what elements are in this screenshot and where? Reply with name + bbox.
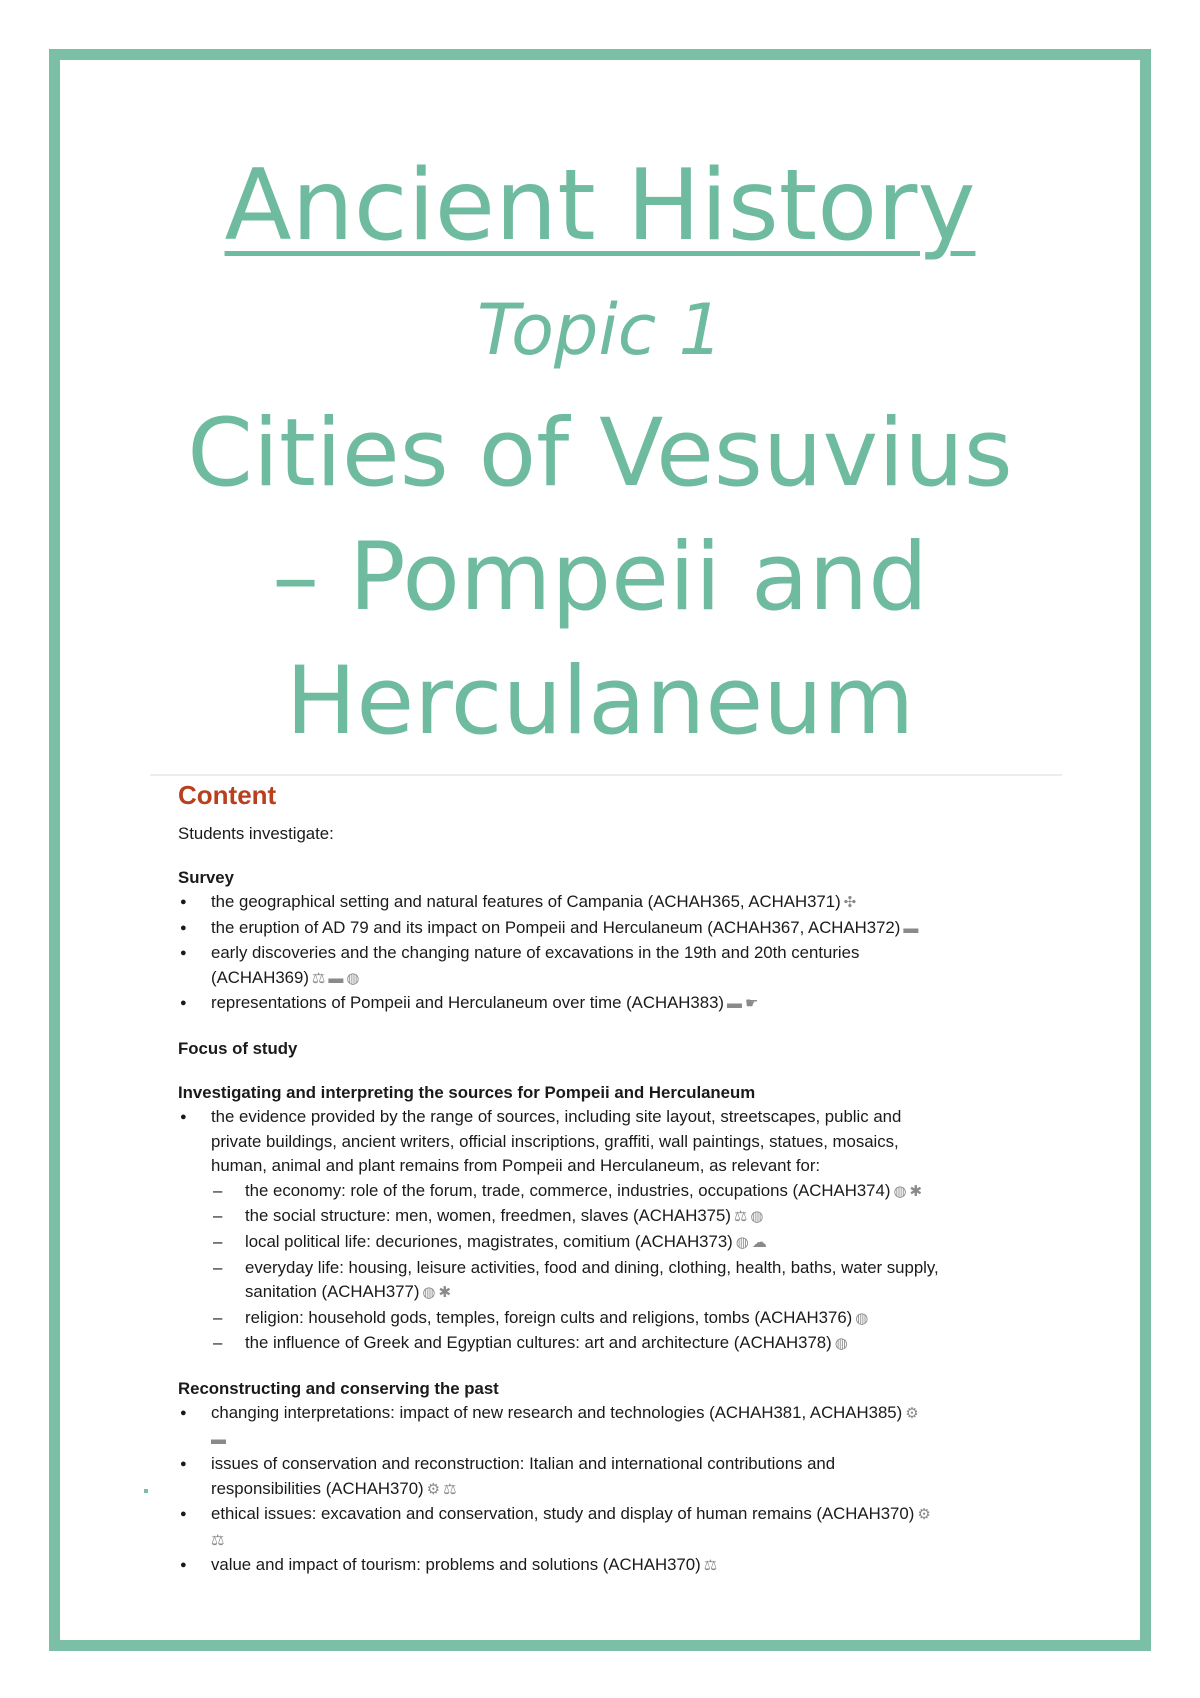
- list-item: ● ethical issues: excavation and conservation, study and display of human remains (ACHAH370) ⚙ ⚖: [178, 1502, 1038, 1553]
- investigating-list: [178, 1105, 1038, 1357]
- list-item: ● the evidence provided by the range of sources, including site layout, streetscapes, public and private buildings, ancient writers, official inscriptions, graffiti, wall paintings, statues, mosaics, human, animal and plant remains from Pompeii and Herculaneum, as relevant for:: [178, 1105, 1038, 1179]
- laptop-icon: ▬: [328, 969, 344, 987]
- globe-icon: ◍: [834, 1335, 848, 1353]
- margin-dot: [144, 1489, 148, 1493]
- list-item: ● the geographical setting and natural features of Campania (ACHAH365, ACHAH371) ✣: [178, 890, 1038, 916]
- handshake-icon: ☛: [745, 995, 759, 1013]
- focus-heading: Focus of study: [178, 1038, 298, 1058]
- globe-icon: ◍: [855, 1309, 869, 1327]
- subtitle-line: Cities of Vesuvius: [187, 399, 1013, 508]
- content-section: [178, 776, 1038, 1579]
- gears-icon: ⚙: [917, 1506, 931, 1524]
- gears-icon: ⚙: [905, 1404, 919, 1422]
- sub-list-item: – the economy: role of the forum, trade, commerce, industries, occupations (ACHAH374) ◍ ✱: [178, 1179, 1038, 1205]
- asterisk-icon: ✱: [909, 1182, 923, 1200]
- laptop-icon: ▬: [903, 919, 919, 937]
- list-item: ● representations of Pompeii and Herculaneum over time (ACHAH383) ▬ ☛: [178, 991, 1038, 1017]
- globe-icon: ◍: [750, 1208, 764, 1226]
- list-item: ● changing interpretations: impact of new research and technologies (ACHAH381, ACHAH385) ⚙ ▬: [178, 1401, 1038, 1452]
- topic-label: Topic 1: [476, 289, 724, 371]
- list-item: ● early discoveries and the changing nature of excavations in the 19th and 20th centuries (ACHAH369) ⚖ ▬ ◍: [178, 941, 1038, 991]
- speech-icon: ☁: [751, 1233, 767, 1251]
- gears-icon: ⚙: [426, 1480, 441, 1498]
- scales-icon: ⚖: [311, 969, 326, 987]
- reconstructing-list: [178, 1401, 1038, 1579]
- asterisk-icon: ✱: [438, 1284, 452, 1302]
- sub-list-item: – the social structure: men, women, freedmen, slaves (ACHAH375) ⚖ ◍: [178, 1204, 1038, 1230]
- scales-icon: ⚖: [211, 1531, 225, 1549]
- sub-list-item: – everyday life: housing, leisure activities, food and dining, clothing, health, baths, water supply, sanitation (ACHAH377) ◍ ✱: [178, 1256, 1038, 1306]
- globe-icon: ◍: [735, 1233, 749, 1251]
- topic-subtitle: [60, 392, 1140, 764]
- list-item: ● value and impact of tourism: problems and solutions (ACHAH370) ⚖: [178, 1553, 1038, 1579]
- laptop-icon: ▬: [727, 995, 742, 1013]
- scales-icon: ⚖: [443, 1480, 457, 1498]
- document-title: Ancient History: [224, 149, 976, 263]
- list-item: ● the eruption of AD 79 and its impact on Pompeii and Herculaneum (ACHAH367, ACHAH372) ▬: [178, 916, 1038, 942]
- scales-icon: ⚖: [733, 1208, 748, 1226]
- sub-list-item: – the influence of Greek and Egyptian cultures: art and architecture (ACHAH378) ◍: [178, 1331, 1038, 1357]
- content-heading: Content: [178, 780, 277, 810]
- survey-heading: Survey: [178, 868, 234, 887]
- sub-list-item: – religion: household gods, temples, foreign cults and religions, tombs (ACHAH376) ◍: [178, 1306, 1038, 1332]
- map-icon: ✣: [843, 894, 857, 911]
- investigating-heading: Investigating and interpreting the sources for Pompeii and Herculaneum: [178, 1082, 756, 1102]
- survey-list: [178, 890, 1038, 1017]
- list-item: ● issues of conservation and reconstruction: Italian and international contributions and responsibilities (ACHAH370) ⚙ ⚖: [178, 1452, 1038, 1502]
- intro-text: Students investigate:: [178, 824, 334, 843]
- reconstructing-heading: Reconstructing and conserving the past: [178, 1378, 499, 1398]
- globe-icon: ◍: [422, 1284, 436, 1302]
- scales-icon: ⚖: [703, 1557, 718, 1575]
- globe-icon: ◍: [893, 1182, 907, 1200]
- subtitle-line: – Pompeii and: [272, 523, 928, 632]
- globe-icon: ◍: [346, 969, 360, 987]
- subtitle-line: Herculaneum: [285, 647, 915, 756]
- sub-list-item: – local political life: decuriones, magistrates, comitium (ACHAH373) ◍ ☁: [178, 1230, 1038, 1256]
- laptop-icon: ▬: [211, 1430, 226, 1448]
